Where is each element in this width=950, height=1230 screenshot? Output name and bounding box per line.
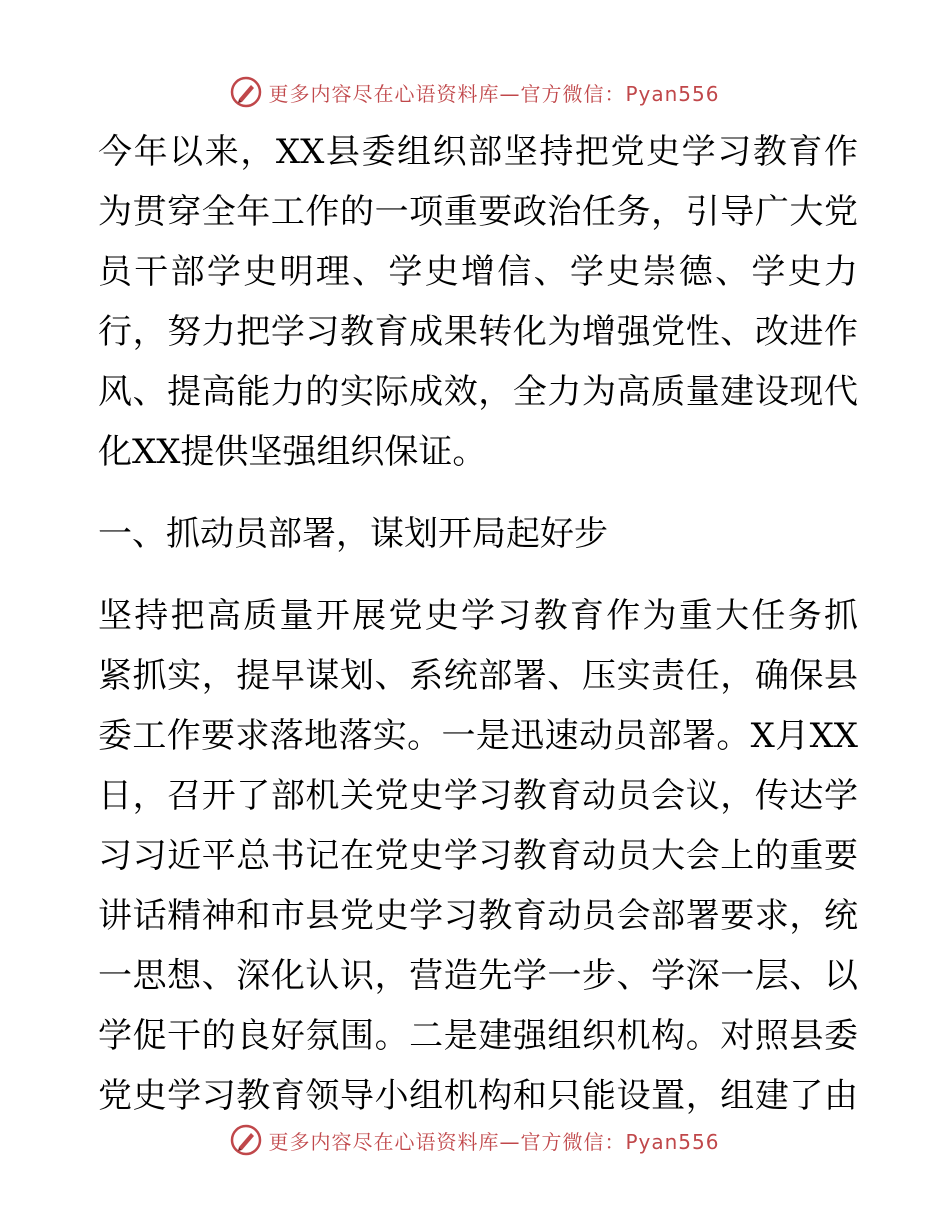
text-line: 习习近平总书记在党史学习教育动员大会上的重要 xyxy=(98,836,858,876)
pen-logo-icon xyxy=(230,1124,262,1156)
text-line: 一思想、深化认识，营造先学一步、学深一层、以 xyxy=(98,956,858,996)
text-line: 风、提高能力的实际成效，全力为高质量建设现代 xyxy=(98,372,858,412)
paragraph-section-one xyxy=(98,586,858,1126)
text-line: 紧抓实，提早谋划、系统部署、压实责任，确保县 xyxy=(98,656,858,696)
text-line: 党史学习教育领导小组机构和只能设置，组建了由 xyxy=(98,1076,858,1116)
watermark-text: 更多内容尽在心语资料库—官方微信：Pyan556 xyxy=(268,1129,720,1154)
watermark-text: 更多内容尽在心语资料库—官方微信：Pyan556 xyxy=(268,81,720,106)
text-line: 委工作要求落地落实。一是迅速动员部署。X月XX xyxy=(98,716,858,756)
text-line: 日，召开了部机关党史学习教育动员会议，传达学 xyxy=(98,776,858,816)
document-body xyxy=(98,122,858,1126)
watermark-banner-top xyxy=(0,72,950,112)
text-line: 坚持把高质量开展党史学习教育作为重大任务抓 xyxy=(98,596,858,636)
text-line: 行，努力把学习教育成果转化为增强党性、改进作 xyxy=(98,312,858,352)
paragraph-intro xyxy=(98,122,858,482)
text-line: 讲话精神和市县党史学习教育动员会部署要求，统 xyxy=(98,896,858,936)
text-line: 员干部学史明理、学史增信、学史崇德、学史力 xyxy=(98,252,858,292)
text-line: 今年以来，XX县委组织部坚持把党史学习教育作 xyxy=(98,132,858,172)
text-line: 学促干的良好氛围。二是建强组织机构。对照县委 xyxy=(98,1016,858,1056)
text-line: 化XX提供坚强组织保证。 xyxy=(98,432,487,472)
text-line: 为贯穿全年工作的一项重要政治任务，引导广大党 xyxy=(98,192,858,232)
watermark-banner-bottom xyxy=(0,1120,950,1160)
pen-logo-icon xyxy=(230,76,262,108)
section-heading: 一、抓动员部署，谋划开局起好步 xyxy=(98,514,608,554)
